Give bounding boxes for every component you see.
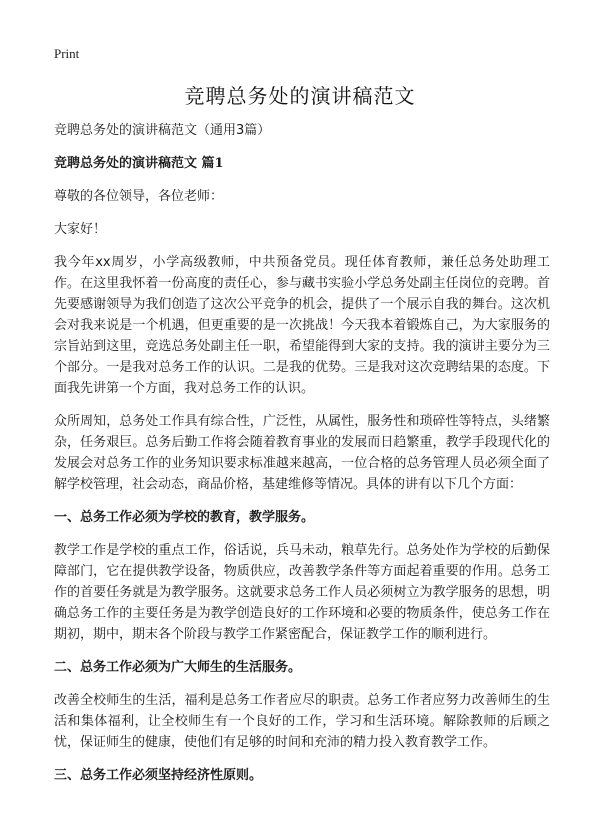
paragraph-life-service: 改善全校师生的生活，福利是总务工作者应尽的职责。总务工作者应努力改善师生的生活和集体福利，让全校师生有一个良好的工作，学习和生活环境。解除教师的后顾之忧，保证师生的健康，使他们有足够的时间和充沛的精力投入教育教学工作。 bbox=[54, 693, 550, 750]
document-title: 竞聘总务处的演讲稿范文 bbox=[184, 84, 416, 108]
document-body bbox=[54, 120, 550, 798]
greeting: 尊敬的各位领导，各位老师： bbox=[54, 189, 224, 204]
heading-economy-principle: 三、总务工作必须坚持经济性原则。 bbox=[54, 768, 263, 783]
paragraph-intro: 我今年xx周岁，小学高级教师，中共预备党员。现任体育教师，兼任总务处助理工作。在这里我怀着一份高度的责任心，参与藏书实验小学总务处副主任岗位的竞聘。首先要感谢领导为我们创造了这次公平竞争的机会，提供了一个展示自我的舞台。这次机会对我来说是一个机遇，但更重要的是一次挑战！今天我本着锻炼自己，为大家服务的宗旨站到这里，竞选总务处副主任一职，希望能得到大家的支持。我的演讲主要分为三个部分。一是我对总务工作的认识。二是我的优势。三是我对这次竞聘结果的态度。下面我先讲第一个方面，我对总务工作的认识。 bbox=[54, 255, 550, 396]
hello-line: 大家好！ bbox=[54, 222, 107, 237]
heading-teaching-service: 一、总务工作必须为学校的教育，教学服务。 bbox=[54, 510, 315, 525]
heading-life-service: 二、总务工作必须为广大师生的生活服务。 bbox=[54, 660, 302, 675]
paragraph-overview: 众所周知，总务处工作具有综合性，广泛性，从属性，服务性和琐碎性等特点，头绪繁杂，任务艰巨。总务后勤工作将会随着教育事业的发展而日趋繁重，教学手段现代化的发展会对总务工作的业务知识要求标准越来越高，一位合格的总务管理人员必须全面了解学校管理，社会动态，商品价格，基建维修等情况。具体的讲有以下几个方面： bbox=[54, 414, 550, 492]
paragraph-teaching-service: 教学工作是学校的重点工作，俗话说，兵马未动，粮草先行。总务处作为学校的后勤保障部门，它在提供教学设备，物质供应，改善教学条件等方面起着重要的作用。总务工作的首要任务就是为教学服务。这就要求总务工作人员必须树立为教学服务的思想，明确总务工作的主要任务是为教学创造良好的工作环境和必要的物质条件，使总务工作在期初，期中，期末各个阶段与教学工作紧密配合，保证教学工作的顺利进行。 bbox=[54, 543, 550, 642]
section-title: 竞聘总务处的演讲稿范文 篇1 bbox=[54, 156, 224, 171]
print-label: Print bbox=[54, 46, 80, 61]
document-subtitle: 竞聘总务处的演讲稿范文（通用3篇） bbox=[54, 123, 271, 138]
